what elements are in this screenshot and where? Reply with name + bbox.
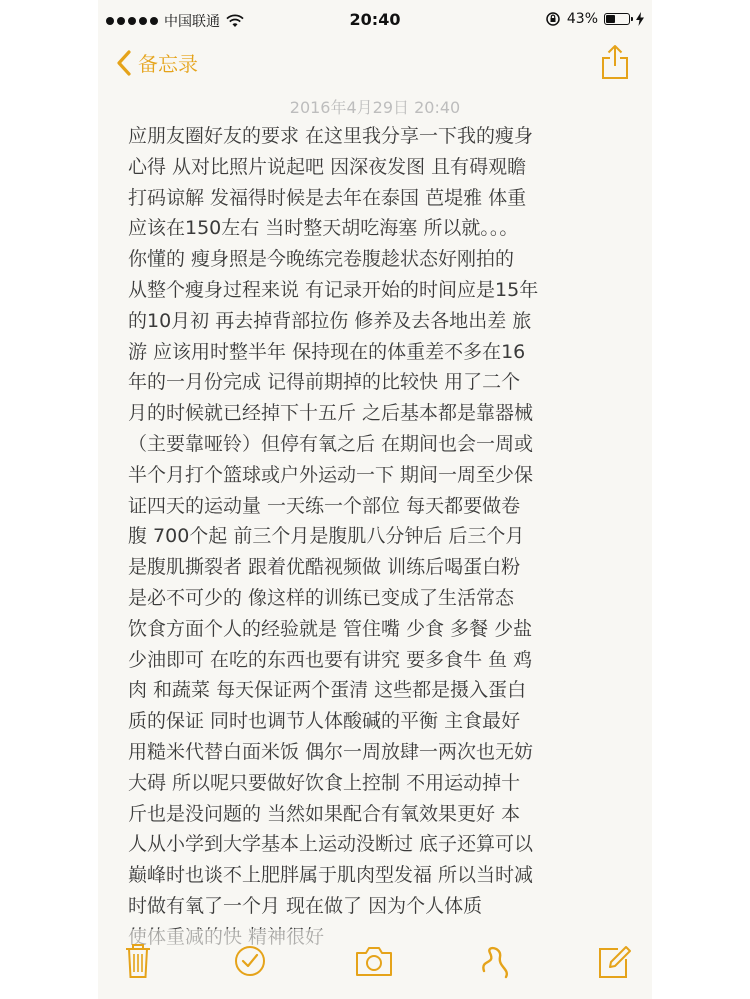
sketch-button[interactable] (476, 941, 512, 981)
note-line: 你懂的 瘦身照是今晚练完卷腹趁状态好刚拍的 (128, 248, 515, 271)
trash-button[interactable] (120, 941, 156, 981)
note-line: 斤也是没问题的 当然如果配合有氧效果更好 本 (128, 802, 521, 825)
status-right (545, 11, 644, 27)
note-line: 肉 和蔬菜 每天保证两个蛋清 这些都是摄入蛋白 (128, 679, 527, 702)
back-button[interactable] (116, 48, 198, 77)
chevron-left-icon (116, 50, 132, 76)
note-line: 的10月初 再去掉背部拉伤 修养及去各地出差 旅 (128, 309, 532, 332)
carrier-name: 中国联通 (164, 14, 220, 30)
note-line: 应朋友圈好友的要求 在这里我分享一下我的瘦身 (128, 125, 534, 147)
note-line: 从整个瘦身过程来说 有记录开始的时间应是15年 (128, 278, 539, 301)
checkmark-icon (232, 941, 268, 981)
note-line: 半个月打个篮球或户外运动一下 期间一周至少保 (128, 463, 534, 486)
note-line: 是腹肌撕裂者 跟着优酷视频做 训练后喝蛋白粉 (128, 556, 521, 579)
note-line: 人从小学到大学基本上运动没断过 底子还算可以 (128, 833, 534, 856)
note-line: 用糙米代替白面米饭 偶尔一周放肆一两次也无妨 (128, 740, 534, 763)
status-time: 20:40 (349, 10, 401, 29)
compose-button[interactable] (596, 941, 632, 981)
orientation-lock-icon (545, 11, 561, 27)
note-line: 少油即可 在吃的东西也要有讲究 要多食牛 鱼 鸡 (128, 648, 533, 671)
note-line: 应该在150左右 当时整天胡吃海塞 所以就。。。 (128, 217, 519, 240)
battery-percent: 43% (566, 11, 598, 27)
notes-app (98, 0, 652, 999)
note-line: 游 应该用时整半年 保持现在的体重差不多在16 (128, 340, 526, 363)
bottom-toolbar (98, 941, 652, 981)
note-line: 月的时候就已经掉下十五斤 之后基本都是靠器械 (128, 402, 534, 425)
note-line: 时做有氧了一个月 现在做了 因为个人体质 (128, 894, 483, 917)
note-line: 证四天的运动量 一天练一个部位 每天都要做卷 (128, 494, 521, 517)
status-bar (98, 0, 652, 40)
note-date: 2016年4月29日 20:40 (289, 98, 461, 117)
note-line: 打码谅解 发福得时候是去年在泰国 芭堤雅 体重 (128, 186, 527, 209)
camera-icon (354, 941, 394, 981)
checklist-button[interactable] (232, 941, 268, 981)
share-icon[interactable] (600, 44, 630, 80)
note-line: 年的一月份完成 记得前期掉的比较快 用了二个 (128, 371, 521, 394)
trash-icon (120, 941, 156, 981)
camera-button[interactable] (354, 941, 394, 981)
note-line: 饮食方面个人的经验就是 管住嘴 少食 多餐 少盐 (128, 617, 533, 640)
compose-icon (596, 941, 632, 981)
note-line: 巅峰时也谈不上肥胖属于肌肉型发福 所以当时减 (128, 864, 534, 887)
note-line: 是必不可少的 像这样的训练已变成了生活常态 (128, 586, 515, 609)
note-line: 质的保证 同时也调节人体酸碱的平衡 主食最好 (128, 710, 521, 733)
back-label: 备忘录 (138, 52, 198, 76)
note-body[interactable] (128, 121, 628, 953)
battery-icon (604, 13, 630, 25)
note-line: （主要靠哑铃）但停有氧之后 在期间也会一周或 (128, 432, 534, 455)
charging-icon (636, 12, 644, 26)
note-line: 大碍 所以呢只要做好饮食上控制 不用运动掉十 (128, 771, 521, 794)
navigation-bar (98, 40, 652, 90)
note-line: 腹 700个起 前三个月是腹肌八分钟后 后三个月 (128, 525, 525, 548)
note-line: 心得 从对比照片说起吧 因深夜发图 且有碍观瞻 (128, 155, 527, 178)
sketch-icon (476, 941, 512, 981)
